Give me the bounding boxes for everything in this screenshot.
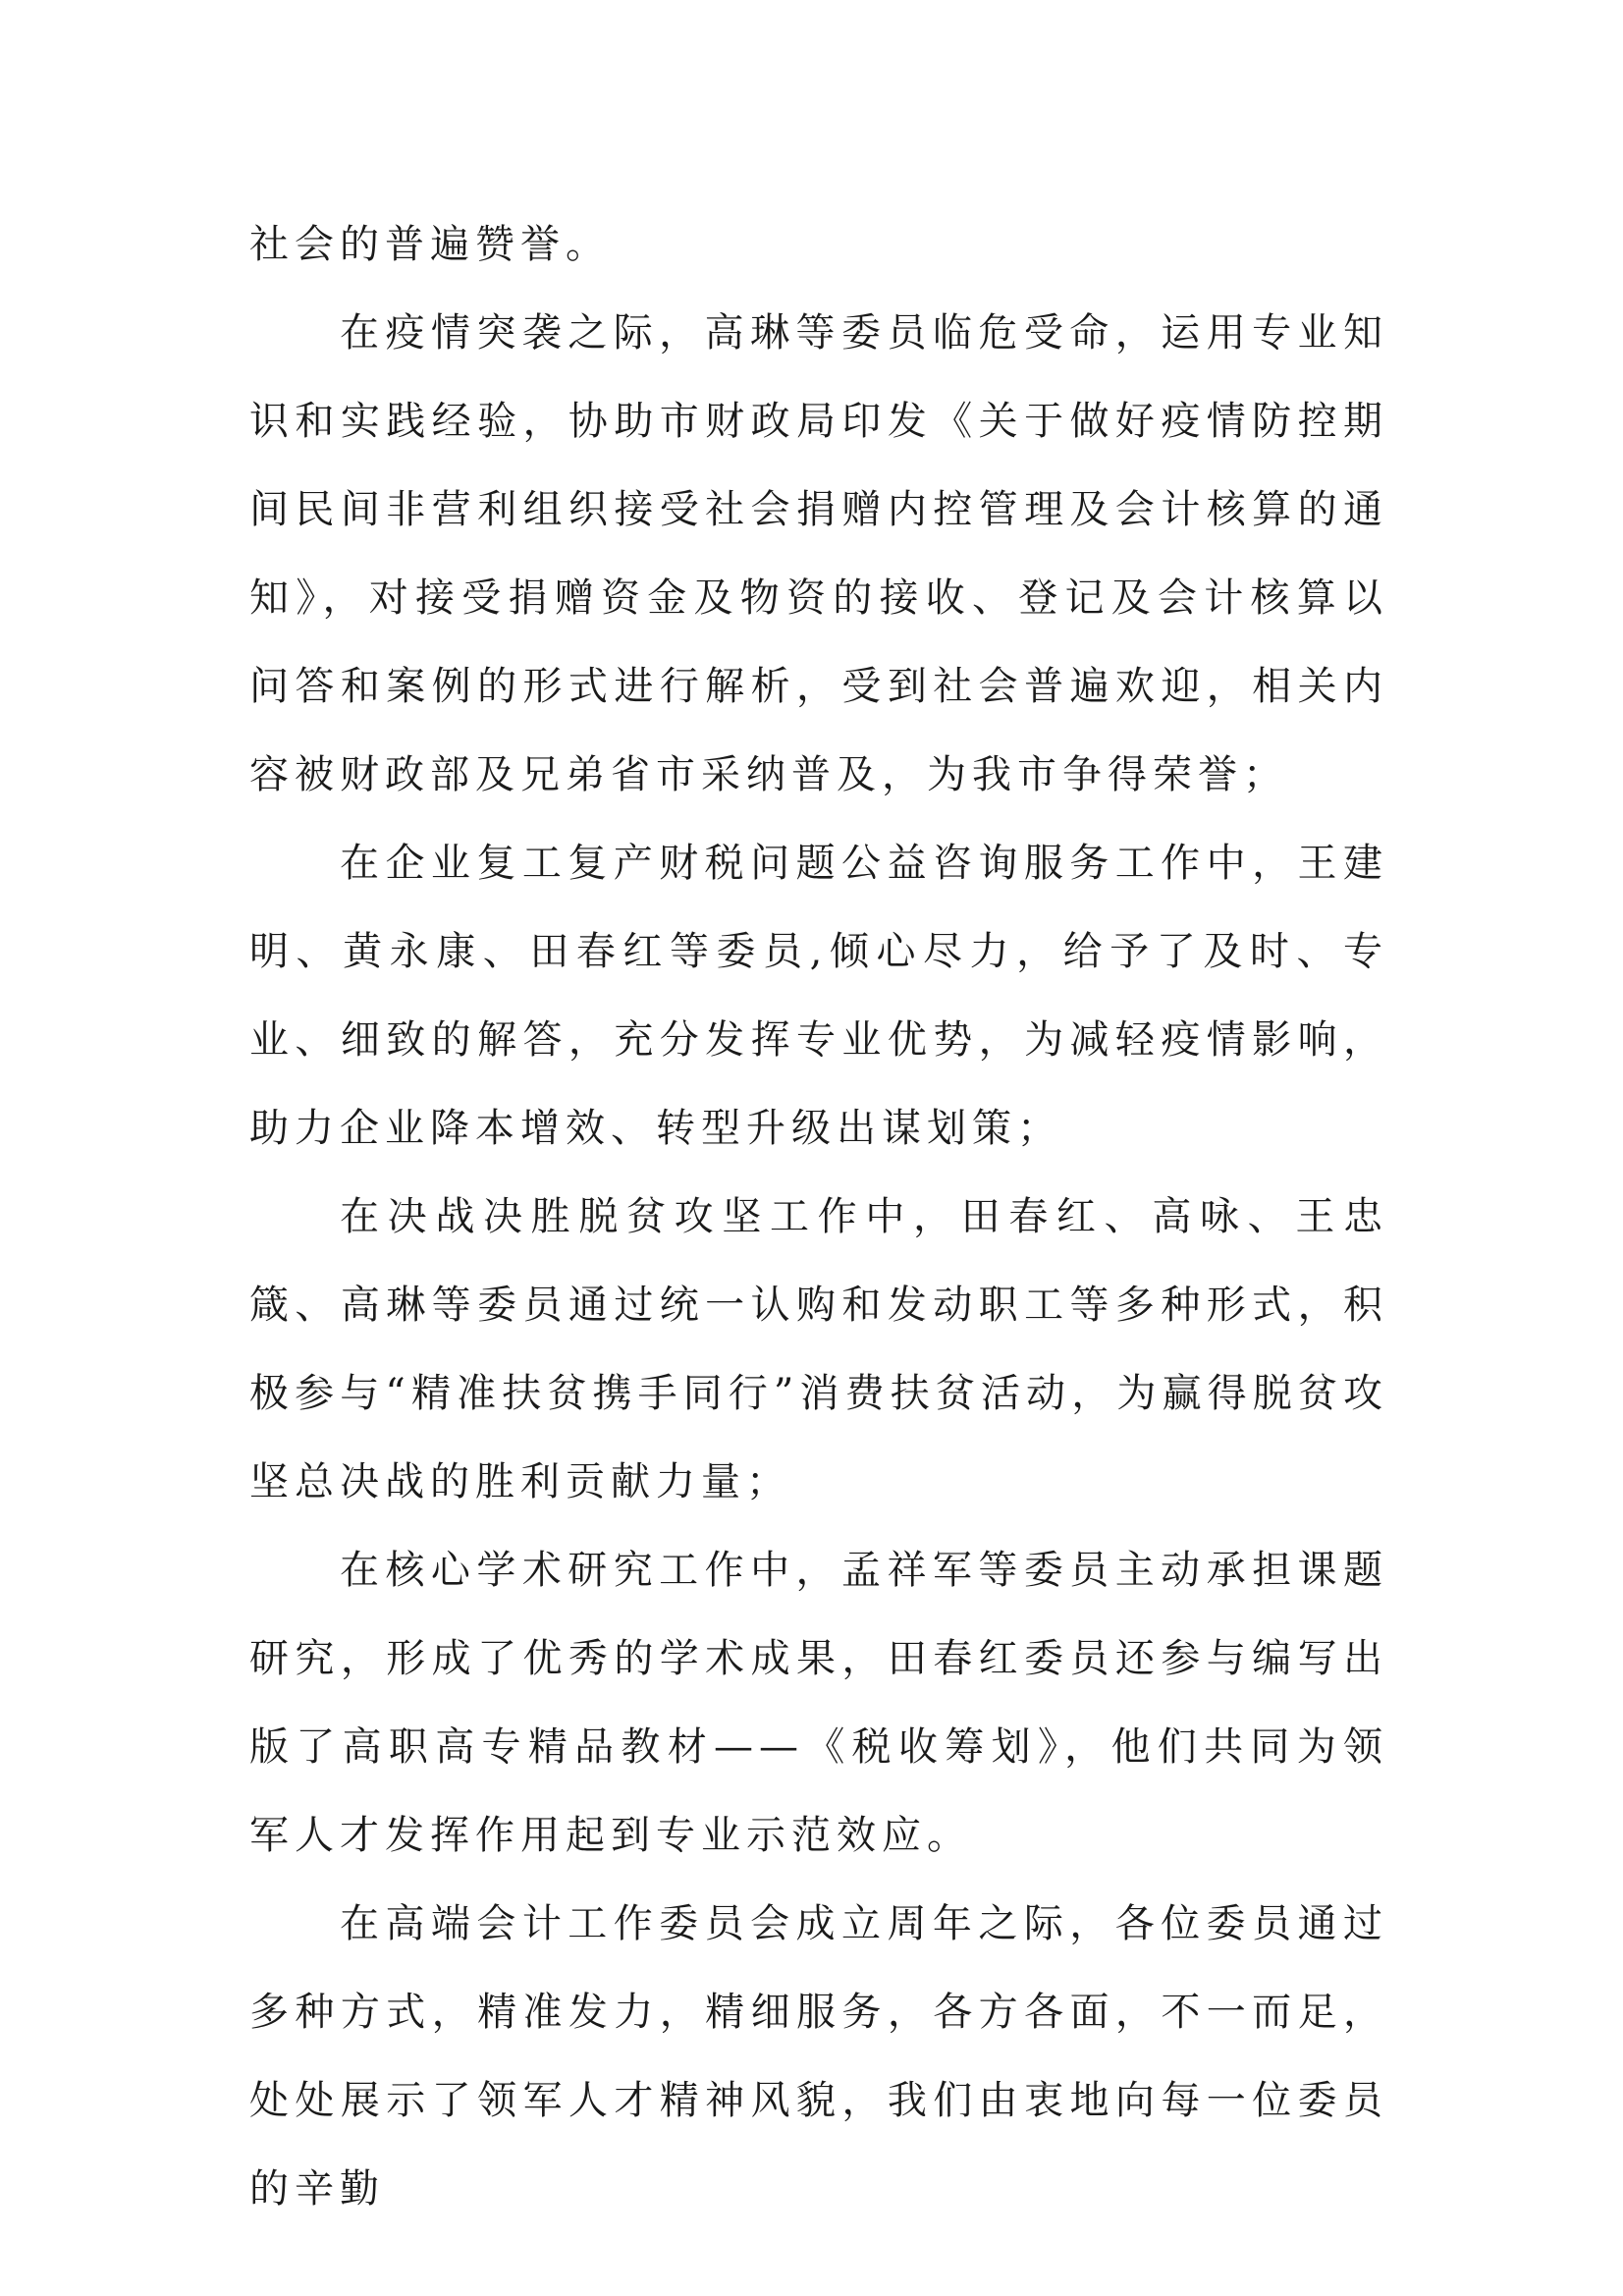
paragraph-epidemic-accounting: 在疫情突袭之际，高琳等委员临危受命，运用专业知识和实践经验，协助市财政局印发《关于做好疫情防控期间民间非营利组织接受社会捐赠内控管理及会计核算的通知》，对接受捐赠资金及物资的接收、登记及会计核算以问答和案例的形式进行解析，受到社会普遍欢迎，相关内容被财政部及兄弟省市采纳普及，为我市争得荣誉； [249, 310, 1388, 797]
paragraph-poverty-alleviation: 在决战决胜脱贫攻坚工作中，田春红、高咏、王忠箴、高琳等委员通过统一认购和发动职工等多种形式，积极参与“精准扶贫携手同行”消费扶贫活动，为赢得脱贫攻坚总决战的胜利贡献力量； [249, 1194, 1388, 1504]
document-body [249, 200, 1388, 2233]
paragraph-academic-research: 在核心学术研究工作中，孟祥军等委员主动承担课题研究，形成了优秀的学术成果，田春红委员还参与编写出版了高职高专精品教材——《税收筹划》，他们共同为领军人才发挥作用起到专业示范效应。 [249, 1548, 1388, 1858]
paragraph-resumption-consulting: 在企业复工复产财税问题公益咨询服务工作中，王建明、黄永康、田春红等委员,倾心尽力，给予了及时、专业、细致的解答，充分发挥专业优势，为减轻疫情影响，助力企业降本增效、转型升级出谋划策； [249, 841, 1388, 1151]
paragraph-anniversary: 在高端会计工作委员会成立周年之际，各位委员通过多种方式，精准发力，精细服务，各方各面，不一而足，处处展示了领军人才精神风貌，我们由衷地向每一位委员的辛勤 [249, 1901, 1388, 2212]
paragraph-continuation: 社会的普遍赞誉。 [249, 222, 611, 267]
